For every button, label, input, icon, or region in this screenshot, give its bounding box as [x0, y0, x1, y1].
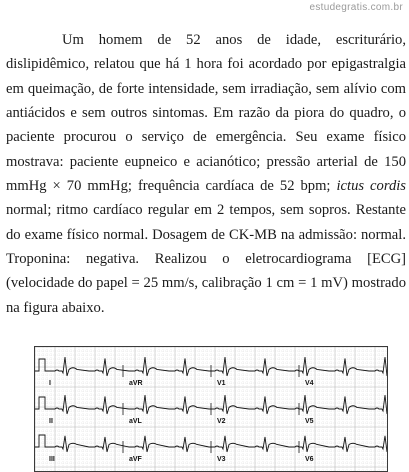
lead-label-v4: V4 [305, 380, 314, 387]
lead-label-avl: aVL [129, 418, 142, 425]
lead-label-v6: V6 [305, 456, 314, 463]
lead-label-avr: aVR [129, 380, 143, 387]
lead-label-v3: V3 [217, 456, 226, 463]
ictus-cordis-term: ictus cordis [336, 178, 406, 195]
ecg-tracing [35, 347, 387, 471]
lead-label-v2: V2 [217, 418, 226, 425]
question-text-part1: Um homem de 52 anos de idade, escriturário, dislipidêmico, relatou que há 1 hora foi acordado por epigastralgia em queimação, de forte intensidade, sem irradiação, sem alívio com antiácidos e sem outros sintomas. Em razão da piora do quadro, o paciente procurou o serviço de emergência. Seu exame físico mostrava: paciente eupneico e acianótico; pressão arterial de 150 mmHg × 70 mmHg; frequência cardíaca de 52 bpm; [6, 32, 406, 195]
lead-label-ii: II [49, 418, 53, 425]
ecg-figure [34, 346, 388, 472]
question-text-part2: normal; ritmo cardíaco regular em 2 tempos, sem sopros. Restante do exame físico normal. Dosagem de CK-MB na admissão: normal. Troponina: negativa. Realizou o eletrocardiograma [ECG] (velocidade do papel = 25 mm/s, calibração 1 cm = 1 mV) mostrado na figura abaixo. [6, 202, 406, 316]
lead-label-i: I [49, 380, 51, 387]
lead-label-iii: III [49, 456, 55, 463]
question-statement [6, 28, 406, 320]
lead-label-avf: aVF [129, 456, 142, 463]
lead-label-v5: V5 [305, 418, 314, 425]
lead-label-v1: V1 [217, 380, 226, 387]
site-watermark: estudegratis.com.br [309, 2, 403, 13]
